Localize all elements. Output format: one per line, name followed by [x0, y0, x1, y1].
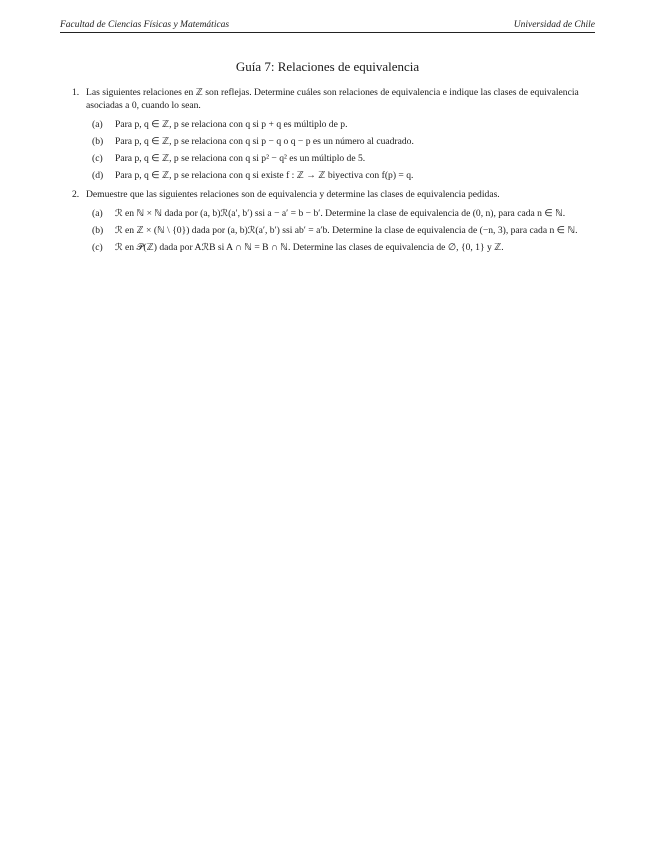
problem-statement: Las siguientes relaciones en ℤ son reflejas. Determine cuáles son relaciones de equivalencia e indique las clases de equivalencia asociadas a 0, cuando lo sean.: [86, 87, 579, 111]
subproblem-item: [86, 152, 600, 165]
problem-list-container: [70, 86, 600, 260]
subproblem-text: ℛ en ℤ × (ℕ \ {0}) dada por (a, b)ℛ(a′, b′) ssi ab′ = a′b. Determine la clase de equivalencia de (−n, 3), para cada n ∈ ℕ.: [115, 225, 578, 236]
problem-list: [70, 86, 600, 254]
subproblem-item: [86, 118, 600, 131]
subproblem-list: [86, 207, 600, 254]
subproblem-label: (d): [92, 170, 104, 181]
header-faculty: Facultad de Ciencias Físicas y Matemáticas: [60, 20, 230, 30]
subproblem-list: [86, 118, 600, 182]
subproblem-text: Para p, q ∈ ℤ, p se relaciona con q si p − q o q − p es un número al cuadrado.: [115, 136, 414, 147]
subproblem-label: (b): [92, 136, 104, 147]
subproblem-item: [86, 224, 600, 237]
subproblem-text: Para p, q ∈ ℤ, p se relaciona con q si existe f : ℤ → ℤ biyectiva con f(p) = q.: [115, 170, 414, 181]
problem-statement: Demuestre que las siguientes relaciones son de equivalencia y determine las clases de equivalencia pedidas.: [86, 189, 500, 200]
subproblem-item: [86, 207, 600, 220]
subproblem-text: ℛ en ℕ × ℕ dada por (a, b)ℛ(a′, b′) ssi a − a′ = b − b′. Determine la clase de equivalencia de (0, n), para cada n ∈ ℕ.: [115, 208, 566, 219]
subproblem-text: Para p, q ∈ ℤ, p se relaciona con q si p² − q² es un múltiplo de 5.: [115, 153, 366, 164]
subproblem-item: [86, 169, 600, 182]
page-title: Guía 7: Relaciones de equivalencia: [235, 59, 420, 74]
subproblem-text: ℛ en 𝒫(ℤ) dada por AℛB si A ∩ ℕ = B ∩ ℕ. Determine las clases de equivalencia de ∅, {0, 1} y ℤ.: [115, 242, 504, 253]
problem-item: [70, 86, 600, 182]
problem-number: 2.: [72, 189, 80, 200]
subproblem-label: (a): [92, 119, 103, 130]
subproblem-text: Para p, q ∈ ℤ, p se relaciona con q si p + q es múltiplo de p.: [115, 119, 348, 130]
problem-item: [70, 188, 600, 254]
header-university: Universidad de Chile: [513, 20, 595, 30]
subproblem-label: (b): [92, 225, 104, 236]
subproblem-item: [86, 135, 600, 148]
subproblem-label: (c): [92, 153, 103, 164]
problem-number: 1.: [72, 87, 80, 98]
subproblem-item: [86, 241, 600, 254]
subproblem-label: (a): [92, 208, 103, 219]
subproblem-label: (c): [92, 242, 103, 253]
header-rule: [60, 32, 595, 33]
